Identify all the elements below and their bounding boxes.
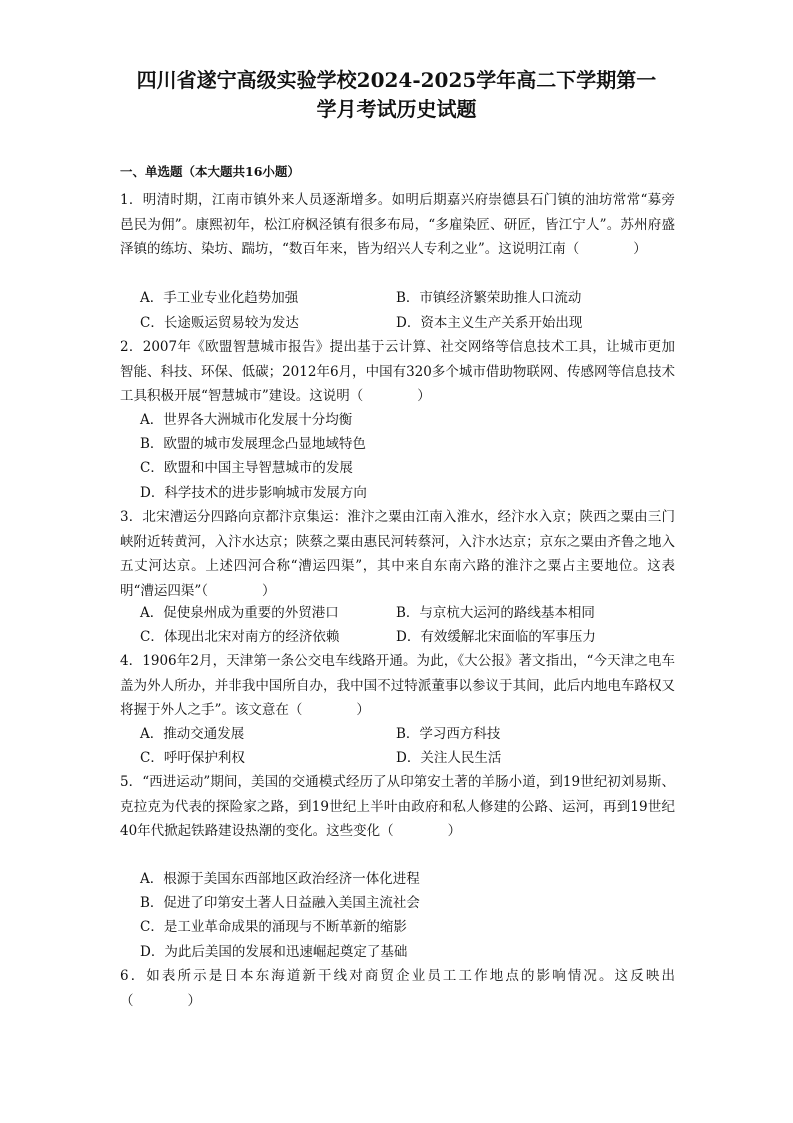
- question-3-option-d[interactable]: D．有效缓解北宋面临的军事压力: [396, 629, 596, 645]
- question-4-option-d[interactable]: D．关注人民生活: [396, 750, 502, 766]
- question-4-option-b[interactable]: B．学习西方科技: [396, 726, 501, 742]
- question-4-stem: 4．1906年2月，天津第一条公交电车线路开通。为此，《大公报》著文指出，“今天津之电车盖为外人所办，并非我中国所自办，我中国不过特派董事以参议于其间，此后内地电车路权又将握于外人之手”。该文意在（ ）: [120, 653, 675, 718]
- question-3-stem: 3．北宋漕运分四路向京都汴京集运：淮汴之粟由江南入淮水，经汴水入京；陕西之粟由三门峡附近转黄河，入汴水达京；陕蔡之粟由惠民河转蔡河，入汴水达京；京东之粟由齐鲁之地入五丈河达京。上述四河合称“漕运四渠”，其中来自东南六路的淮汴之粟占主要地位。这表明“漕运四渠”（ ）: [120, 509, 675, 599]
- question-3-option-b[interactable]: B．与京杭大运河的路线基本相同: [396, 605, 595, 621]
- section-header: 一、单选题（本大题共16小题）: [120, 164, 300, 179]
- question-5-option-a[interactable]: A．根源于美国东西部地区政治经济一体化进程: [140, 871, 420, 887]
- question-1-option-c[interactable]: C．长途贩运贸易较为发达: [140, 315, 299, 331]
- question-3-option-c[interactable]: C．体现出北宋对南方的经济依赖: [140, 629, 340, 645]
- question-5-option-b[interactable]: B．促进了印第安土著人日益融入美国主流社会: [140, 895, 420, 911]
- question-2-stem: 2．2007年《欧盟智慧城市报告》提出基于云计算、社交网络等信息技术工具，让城市更加智能、科技、环保、低碳；2012年6月，中国有320多个城市借助物联网、传感网等信息技术工具积极开展“智慧城市”建设。这说明（ ）: [120, 339, 675, 404]
- question-2-option-b[interactable]: B．欧盟的城市发展理念凸显地域特色: [140, 436, 366, 452]
- question-2-option-c[interactable]: C．欧盟和中国主导智慧城市的发展: [140, 460, 353, 476]
- title-line-1: 四川省遂宁高级实验学校2024-2025学年高二下学期第一: [136, 68, 657, 92]
- question-2-option-a[interactable]: A．世界各大洲城市化发展十分均衡: [140, 412, 353, 428]
- exam-title: [100, 66, 693, 124]
- question-5-option-c[interactable]: C．是工业革命成果的涌现与不断革新的缩影: [140, 919, 407, 935]
- title-line-2: 学月考试历史试题: [316, 97, 477, 121]
- question-1-option-a[interactable]: A．手工业专业化趋势加强: [140, 290, 299, 306]
- question-5-stem: 5．“西进运动”期间，美国的交通模式经历了从印第安土著的羊肠小道，到19世纪初刘易斯、克拉克为代表的探险家之路，到19世纪上半叶由政府和私人修建的公路、运河，再到19世纪40年代掀起铁路建设热潮的变化。这些变化（ ）: [120, 774, 675, 839]
- question-3-option-a[interactable]: A．促使泉州成为重要的外贸港口: [140, 605, 339, 621]
- question-1-option-b[interactable]: B．市镇经济繁荣助推人口流动: [396, 290, 582, 306]
- question-4-option-c[interactable]: C．呼吁保护利权: [140, 750, 245, 766]
- question-4-option-a[interactable]: A．推动交通发展: [140, 726, 245, 742]
- question-1-stem: 1．明清时期，江南市镇外来人员逐渐增多。如明后期嘉兴府崇德县石门镇的油坊常常“募旁邑民为佣”。康熙初年，松江府枫泾镇有很多布局，“多雇染匠、研匠，皆江宁人”。苏州府盛泽镇的练坊、染坊、踹坊，“数百年来，皆为绍兴人专利之业”。这说明江南（ ）: [120, 192, 675, 257]
- question-2-option-d[interactable]: D．科学技术的进步影响城市发展方向: [140, 485, 367, 501]
- question-1-option-d[interactable]: D．资本主义生产关系开始出现: [396, 315, 583, 331]
- question-5-option-d[interactable]: D．为此后美国的发展和迅速崛起奠定了基础: [140, 944, 408, 960]
- question-6-stem: 6．如表所示是日本东海道新干线对商贸企业员工工作地点的影响情况。这反映出（ ）: [120, 968, 675, 1009]
